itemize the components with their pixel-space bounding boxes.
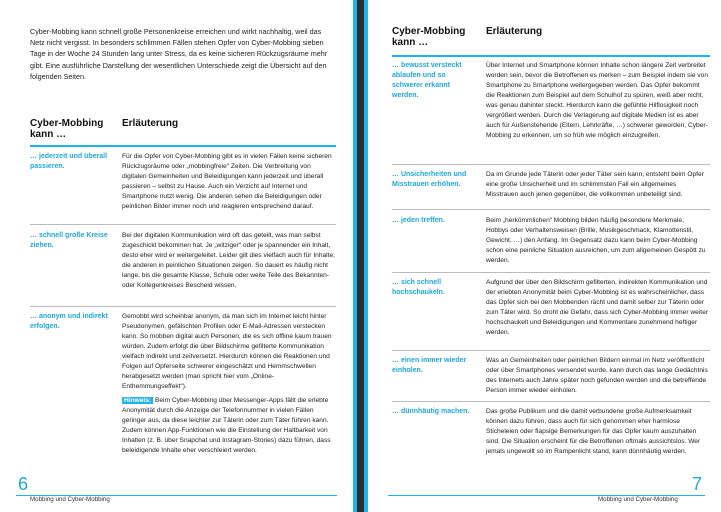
row-term: … sich schnell hochschaukeln. [392,279,445,296]
row-divider [30,224,336,225]
row-term: … bewusst versteckt ablaufen und so schwerer erkannt werden. [392,62,462,99]
page-6 [0,0,357,512]
row-term: … einen immer wieder einholen. [392,357,467,374]
column-header-cyber-mobbing: Cyber-Mobbing kann … [392,26,466,48]
row-text: Was an Gemeinheiten oder peinlichen Bildern einmal im Netz veröffentlicht oder über Smartphones versendet wurde, kann durch das lange Gedächtnis des Internets auch Jahre später noch gefunden werden und die betreffende Person immer wieder einholen. [486,357,708,394]
row-text: Das große Publikum und die damit verbundene große Aufmerksamkeit können dazu führen, dass auch für sich genommen eher harmlose Sticheleien oder flapsige Bemerkungen für das Opfer kaum auszuhalten sind. Die Situation erscheint für die Betroffenen oftmals aussichtslos. Wer jemals ungewollt so im Rampenlicht stand, kann dünnhäutig werden. [486,408,701,455]
table-row [392,170,710,210]
row-divider [392,164,710,165]
row-term: … jeden treffen. [392,217,445,224]
footer-text: Mobbing und Cyber-Mobbing [598,496,678,503]
header-rule [392,55,710,57]
table-row [30,312,336,462]
row-term: … schnell große Kreise ziehen. [30,232,108,249]
row-divider [392,272,710,273]
row-divider [392,350,710,351]
row-text: Bei der digitalen Kommunikation wird oft das geteilt, was man selbst zugeschickt bekommen hat. Je „witziger“ oder je spannender ein Inhalt, desto eher wird er weitergeleitet. Leider gilt dies vielfach auch für Inhalte, die anderen in peinlichen Situationen zeigen. So dauert es häufig nicht lange, bis die gesamte Klasse, Schule oder weite Teile des Bekannten- oder Kollegenkreises Bescheid wissen. [122,232,335,289]
row-text: Da im Grunde jede Täterin oder jeder Täter sein kann, entsteht beim Opfer eine große Unsicherheit und im schlimmsten Fall ein allgemeines Misstrauen auch jenen gegenüber, die vollkommen unbeteiligt sind. [486,171,704,198]
row-text-body: Gemobbt wird scheinbar anonym, da man sich im Internet leicht hinter Pseudonymen, gefälschten Profilen oder E-Mail-Adressen verstecken kann. So mobben digital auch Personen, die es sich offline kaum trauen würden. Zudem erfolgt die über Bildschirme gefilterte Kommunikation vielfach indirekt und zeitversetzt. Hierdurch können die Reaktionen und Folgen auf Opferseite schwerer eingeschätzt und Hemmschwellen herabgesetzt werden (man spricht hier vom „Online-Enthemmungseffekt“). [122,313,332,390]
hint-label: Hinweis: [124,397,152,404]
row-divider [30,306,336,307]
table-row [392,61,710,161]
row-text: Für die Opfer von Cyber-Mobbing gibt es in vielen Fällen keine sicheren Rückzugsräume oder „mobbingfreie“ Zeiten. Die Verbreitung von digitalen Gemeinheiten und Beleidigungen kann jederzeit und überall passieren – selbst zu Hause. Auch ein Verzicht auf Internet und Smartphone nutzt wenig. Die anderen sehen die Beleidigungen oder peinlichen Bilder immer noch und reagieren entsprechend darauf. [122,153,332,210]
row-divider [392,209,710,210]
row-text: Über Internet und Smartphone können Inhalte schon längere Zeit verbreitet worden sein, bevor die Betroffenen es merken – zum Beispiel indem sie von Smartphone zu Smartphone weitergegeben werden. Das Opfer bekommt die Reaktionen zum Beispiel auf dem Schulhof zu spüren, weiß aber nicht, was genau dahinter steckt. Hierdurch kann die gefühlte Hilflosigkeit noch vergrößert werden. Durch die Verlagerung auf digitale Medien ist es aber auch für Außenstehende (Eltern, Lehrkräfte, …) schwerer geworden, Cyber-Mobbing zu erkennen, um so früh wie möglich einzugreifen. [486,62,708,139]
row-text [122,312,336,456]
page-number: 7 [692,474,703,494]
page-7 [364,0,721,512]
table-row [392,278,710,348]
table-row [392,407,710,467]
column-header-erlaeuterung: Erläuterung [486,26,543,37]
table-row [392,216,710,271]
row-term: … Unsicherheiten und Misstrauen erhöhen. [392,171,467,188]
table-row [392,356,710,400]
table-row [30,231,336,306]
page-number: 6 [18,474,29,494]
row-divider [392,401,710,402]
table-row [30,152,336,227]
hint-box [122,396,336,456]
header-rule [30,145,336,147]
column-header-cyber-mobbing: Cyber-Mobbing kann … [30,118,104,140]
column-header-erlaeuterung: Erläuterung [122,118,179,129]
row-term: … jederzeit und überall passieren. [30,153,108,170]
row-text: Aufgrund der über den Bildschirm gefilterten, indirekten Kommunikation und der erlebten Anonymität beim Cyber-Mobbing ist es wahrscheinlicher, dass das Opfer sich bei den Mobbenden rächt und damit selber zur Täterin oder zum Täter wird. So droht die Gefahr, dass sich Cyber-Mobbing immer weiter hochschaukelt und Beleidigungen und Kommentare zunehmend heftiger werden. [486,279,708,336]
intro-paragraph: Cyber-Mobbing kann schnell große Personenkreise erreichen und wirkt nachhaltig, weil das Netz nicht vergisst. In besonders schlimmen Fällen stehen Opfer von Cyber-Mobbing sieben Tage in der Woche 24 Stunden lang unter Stress, da es keine sicheren Rückzugsräume mehr gibt. Eine ausführliche Darstellung der wesentlichen Unterschiede zeigt die Übersicht auf den folgenden Seiten. [30,27,328,81]
hint-text: Beim Cyber-Mobbing über Messenger-Apps fällt die erlebte Anonymität durch die Anzeige der Telefonnummer in vielen Fällen geringer aus, da diese leichter zur Täterin oder zum Täter führen kann. Zudem können App-Funktionen wie die Einstellung der Haltbarkeit von Inhalten (z. B. über Snapchat und Instagram-Stories) dazu führen, dass beleidigende Inhalte eher verschleiert werden. [122,397,331,454]
row-text: Beim „herkömmlichen“ Mobbing bilden häufig besondere Merkmale, Hobbys oder Verhaltensweisen (Brille, Musikgeschmack, Klamottenstil, Gewicht, …) den Anfang. Im Gegensatz dazu kann beim Cyber-Mobbing schon eine peinliche Situation ausreichen, um zum allgemeinen Gespött zu werden. [486,217,706,264]
row-term: … dünnhäutig machen. [392,408,470,415]
row-term: … anonym und indirekt erfolgen. [30,313,108,330]
book-spine [357,0,364,512]
footer-text: Mobbing und Cyber-Mobbing [30,496,110,503]
